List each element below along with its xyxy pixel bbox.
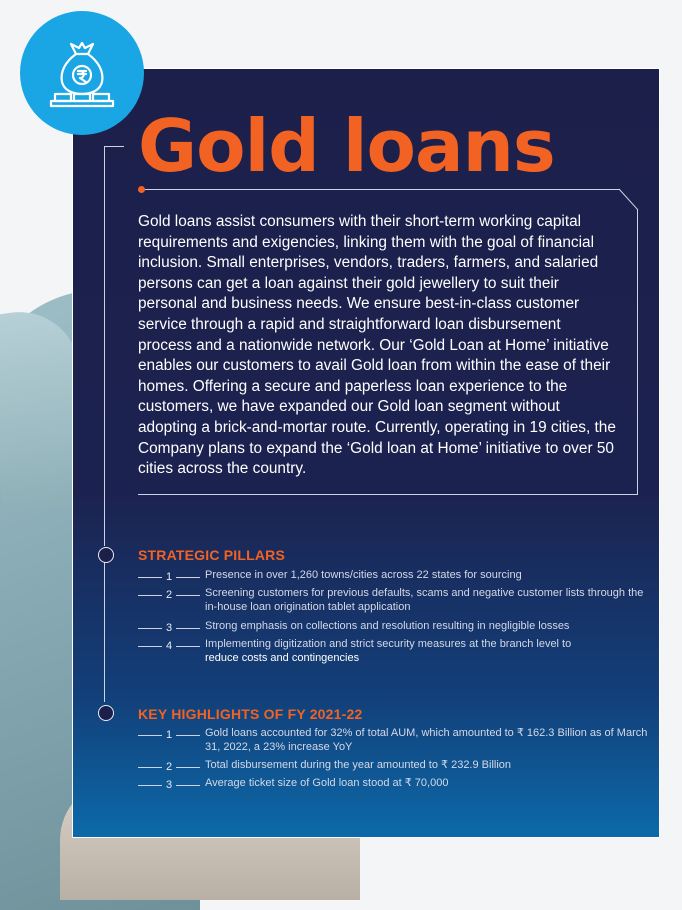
highlight-text: Gold loans accounted for 32% of total AUM, which amounted to ₹ 162.3 Billion as of March 31, 2022, a 23% increase YoY [205, 727, 648, 753]
pillar-text: Screening customers for previous defaults, scams and negative customer lists through the in-house loan origination tablet application [205, 587, 644, 613]
frame-right-vertical [637, 209, 638, 495]
highlight-text: Average ticket size of Gold loan stood at ₹ 70,000 [205, 777, 449, 789]
highlight-number: 1 [166, 729, 173, 741]
money-bag-gold-bars-icon [43, 34, 121, 112]
pillar-text: Presence in over 1,260 towns/cities across 22 states for sourcing [205, 569, 522, 581]
pillar-item [138, 569, 658, 585]
page-title: Gold loans [138, 104, 555, 188]
pillar-item [138, 587, 658, 614]
pillar-text: Implementing digitization and strict security measures at the branch level to reduce costs and contingencies [205, 638, 572, 664]
pillar-number: 2 [166, 589, 173, 601]
pillar-item [138, 638, 658, 665]
highlight-number: 3 [166, 779, 173, 791]
pillar-number: 3 [166, 622, 173, 634]
highlight-item [138, 759, 658, 775]
key-highlights-heading: KEY HIGHLIGHTS OF FY 2021-22 [138, 706, 363, 722]
intro-paragraph: Gold loans assist consumers with their short-term working capital requirements and exigencies, linking them with the goal of financial inclusion. Small enterprises, vendors, traders, farmers, and salaried persons can get a loan against their gold jewellery to suit their personal and business needs. We ensure best-in-class customer service through a rapid and straightforward loan disbursement process and a nationwide network. Our ‘Gold Loan at Home’ initiative enables our customers to avail Gold loan from within the ease of their homes. Offering a secure and paperless loan experience to the customers, we have expanded our Gold loan segment without adopting a brick-and-mortar route. Currently, operating in 19 cities, the Company plans to expand the ‘Gold loan at Home’ initiative to over 50 cities across the country. [138, 213, 616, 478]
strategic-pillars-heading: STRATEGIC PILLARS [138, 547, 286, 563]
timeline-node-pillars [98, 547, 114, 563]
highlight-item [138, 777, 658, 793]
highlight-item [138, 727, 658, 754]
highlight-number: 2 [166, 761, 173, 773]
frame-left-tick [104, 146, 124, 147]
timeline-node-highlights [98, 705, 114, 721]
pillar-text: Strong emphasis on collections and resolution resulting in negligible losses [205, 620, 570, 632]
pillar-item [138, 620, 658, 636]
timeline-connector [104, 562, 105, 702]
frame-bottom-line [138, 494, 638, 495]
highlight-text: Total disbursement during the year amounted to ₹ 232.9 Billion [205, 759, 512, 771]
frame-left-vertical [104, 146, 105, 546]
pillar-number: 1 [166, 571, 173, 583]
icon-badge [20, 11, 144, 135]
pillar-number: 4 [166, 640, 173, 652]
